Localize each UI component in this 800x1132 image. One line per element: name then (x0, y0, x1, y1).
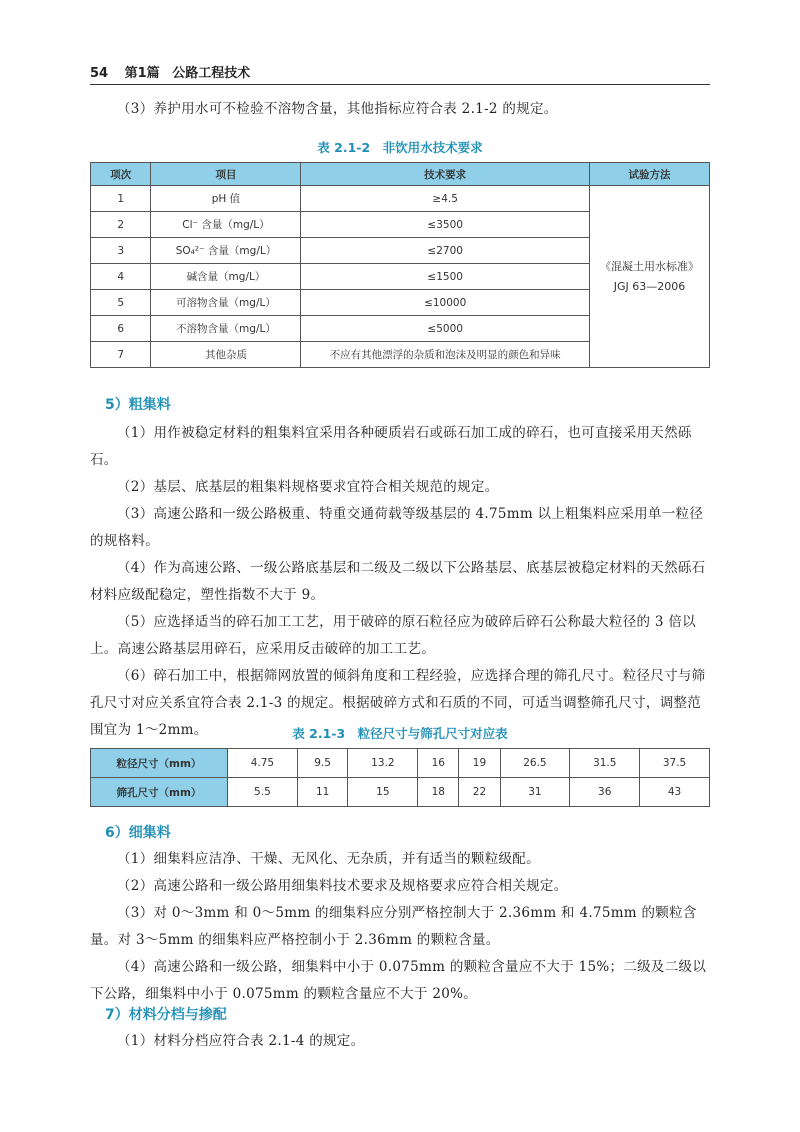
row-item: 其他杂质 (151, 342, 301, 368)
sieve-size-cell: 43 (640, 778, 710, 807)
row-requirement: ≤5000 (301, 316, 589, 342)
row-item: pH 值 (151, 186, 301, 212)
row-requirement: ≤3500 (301, 212, 589, 238)
size-correspondence-table (90, 748, 710, 807)
row-requirement: ≤2700 (301, 238, 589, 264)
page-number: 54 (90, 66, 109, 81)
test-method-cell (589, 186, 709, 368)
section6-heading: 6）细集料 (105, 825, 171, 841)
table-row (91, 749, 710, 778)
particle-size-cell: 26.5 (500, 749, 570, 778)
table1-caption: 表 2.1-2 非饮用水技术要求 (317, 140, 483, 155)
intro-paragraph: （3）养护用水可不检验不溶物含量，其他指标应符合表 2.1-2 的规定。 (117, 101, 558, 117)
row-no: 4 (91, 264, 151, 290)
row-item: 碱含量（mg/L） (151, 264, 301, 290)
col-header-requirement: 技术要求 (301, 163, 589, 186)
section5-heading: 5）粗集料 (105, 397, 171, 413)
section5-paragraph-4: （4）作为高速公路、一级公路底基层和二级及二级以下公路基层、底基层被稳定材料的天然砾石材料应级配稳定，塑性指数不大于 9。 (90, 560, 706, 603)
book-title: 公路工程技术 (172, 66, 251, 81)
sieve-size-cell: 31 (500, 778, 570, 807)
section6-paragraph-3: （3）对 0～3mm 和 0～5mm 的细集料应分别严格控制大于 2.36mm 和 4.75mm 的颗粒含量。对 3～5mm 的细集料应严格控制小于 2.36mm 的颗粒含量。 (90, 905, 697, 948)
sieve-size-cell: 15 (348, 778, 418, 807)
section5-paragraph-1: （1）用作被稳定材料的粗集料宜采用各种硬质岩石或砾石加工成的碎石，也可直接采用天然砾石。 (90, 425, 692, 468)
row-requirement: ≤1500 (301, 264, 589, 290)
row-no: 1 (91, 186, 151, 212)
col-header-method: 试验方法 (589, 163, 709, 186)
row-item: Cl⁻ 含量（mg/L） (151, 212, 301, 238)
row-no: 3 (91, 238, 151, 264)
particle-size-cell: 13.2 (348, 749, 418, 778)
section6-paragraph-2: （2）高速公路和一级公路用细集料技术要求及规格要求应符合相关规定。 (117, 878, 568, 894)
row-no: 6 (91, 316, 151, 342)
section5-paragraph-3: （3）高速公路和一级公路极重、特重交通荷载等级基层的 4.75mm 以上粗集料应采用单一粒径的规格料。 (90, 506, 704, 549)
table2-caption: 表 2.1-3 粒径尺寸与筛孔尺寸对应表 (292, 726, 508, 741)
section6-paragraph-4: （4）高速公路和一级公路，细集料中小于 0.075mm 的颗粒含量应不大于 15%；二级及二级以下公路，细集料中小于 0.075mm 的颗粒含量应不大于 20%。 (90, 959, 707, 1002)
test-method-line2: JGJ 63—2006 (613, 279, 686, 293)
sieve-size-cell: 18 (418, 778, 459, 807)
running-header (90, 62, 710, 85)
row-no: 2 (91, 212, 151, 238)
table-header-row (91, 163, 710, 186)
col-header-item: 项目 (151, 163, 301, 186)
sieve-size-cell: 5.5 (228, 778, 298, 807)
particle-size-cell: 37.5 (640, 749, 710, 778)
particle-size-cell: 31.5 (570, 749, 640, 778)
section7-paragraph-1: （1）材料分档应符合表 2.1-4 的规定。 (117, 1033, 365, 1049)
sieve-size-cell: 11 (297, 778, 348, 807)
col-header-no: 项次 (91, 163, 151, 186)
chapter-label: 第1篇 (124, 66, 160, 81)
test-method-line1: 《混凝土用水标准》 (599, 259, 699, 273)
row-requirement: 不应有其他漂浮的杂质和泡沫及明显的颜色和异味 (301, 342, 589, 368)
section5-paragraph-2: （2）基层、底基层的粗集料规格要求宜符合相关规范的规定。 (117, 479, 499, 495)
section6-paragraph-1: （1）细集料应洁净、干燥、无风化、无杂质，并有适当的颗粒级配。 (117, 851, 540, 867)
row-no: 5 (91, 290, 151, 316)
sieve-size-cell: 22 (459, 778, 500, 807)
row-no: 7 (91, 342, 151, 368)
water-requirements-table (90, 162, 710, 368)
row-requirement: ≥4.5 (301, 186, 589, 212)
section7-heading: 7）材料分档与掺配 (105, 1007, 227, 1023)
row-item: 可溶物含量（mg/L） (151, 290, 301, 316)
row-item: 不溶物含量（mg/L） (151, 316, 301, 342)
particle-size-cell: 9.5 (297, 749, 348, 778)
particle-size-label: 粒径尺寸（mm） (91, 749, 228, 778)
particle-size-cell: 16 (418, 749, 459, 778)
row-item: SO₄²⁻ 含量（mg/L） (151, 238, 301, 264)
row-requirement: ≤10000 (301, 290, 589, 316)
table-row (91, 186, 710, 212)
section5-paragraph-5: （5）应选择适当的碎石加工工艺，用于破碎的原石粒径应为破碎后碎石公称最大粒径的 3 倍以上。高速公路基层用碎石，应采用反击破碎的加工工艺。 (90, 614, 696, 657)
particle-size-cell: 19 (459, 749, 500, 778)
sieve-size-label: 筛孔尺寸（mm） (91, 778, 228, 807)
particle-size-cell: 4.75 (228, 749, 298, 778)
section5-paragraph-6: （6）碎石加工中，根据筛网放置的倾斜角度和工程经验，应选择合理的筛孔尺寸。粒径尺寸与筛孔尺寸对应关系宜符合表 2.1-3 的规定。根据破碎方式和石质的不同，可适当调整筛孔尺寸，调整范围宜为 1～2mm。 (90, 668, 706, 738)
table-row (91, 778, 710, 807)
sieve-size-cell: 36 (570, 778, 640, 807)
